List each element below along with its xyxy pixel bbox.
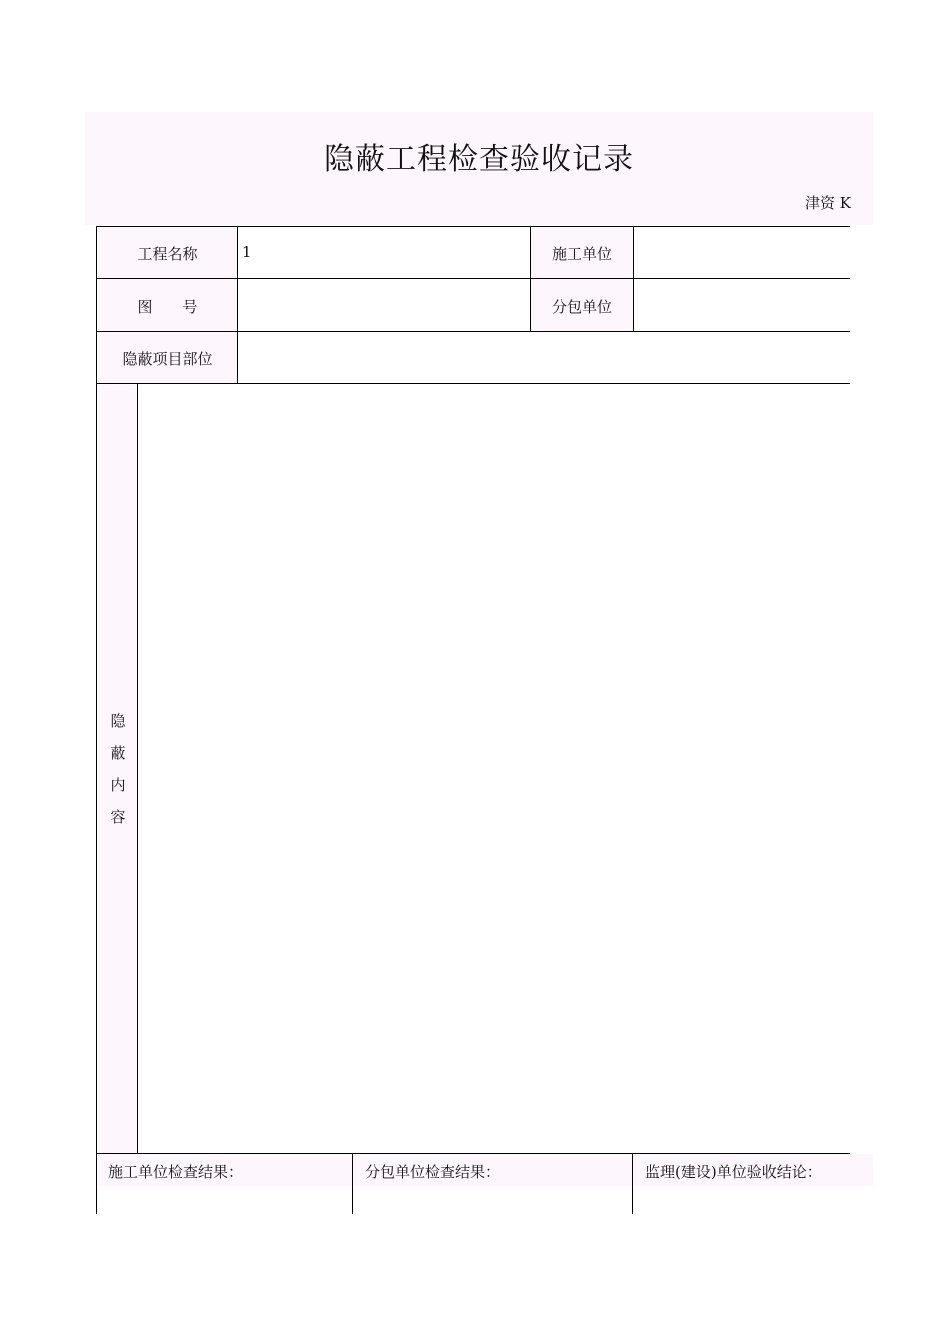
grid-line-result1 [352,1153,353,1214]
grid-line-result2 [632,1153,633,1214]
construction-unit-label: 施工单位 [551,245,612,263]
grid-line-col1 [237,226,238,384]
hidden-content-char: 内 [110,776,126,794]
hidden-item-location-label: 隐蔽项目部位 [122,350,213,368]
grid-line-top [96,226,850,227]
page-title: 隐蔽工程检查验收记录 [324,142,634,177]
subcontract-unit-label: 分包单位 [551,298,612,316]
grid-line-row2 [96,331,850,332]
drawing-no-label: 图 号 [137,298,198,316]
grid-line-row4 [96,1153,850,1154]
hidden-content-area[interactable] [138,384,850,1153]
hidden-content-label [98,705,138,833]
header-band [85,112,873,225]
subcontract-check-result-label: 分包单位检查结果： [365,1163,501,1181]
hidden-content-char: 隐 [110,712,126,730]
form-code: 津资 K [805,194,851,212]
construction-check-result-label: 施工单位检查结果： [108,1163,244,1181]
grid-line-col3 [633,226,634,332]
grid-line-row1 [96,278,850,279]
hidden-content-char: 容 [110,808,126,826]
hidden-content-char: 蔽 [110,744,126,762]
supervision-conclusion-label: 监理(建设)单位验收结论： [645,1163,822,1181]
grid-line-left [96,226,97,1214]
project-name-value[interactable]: 1 [242,243,252,261]
project-name-label: 工程名称 [137,245,198,263]
